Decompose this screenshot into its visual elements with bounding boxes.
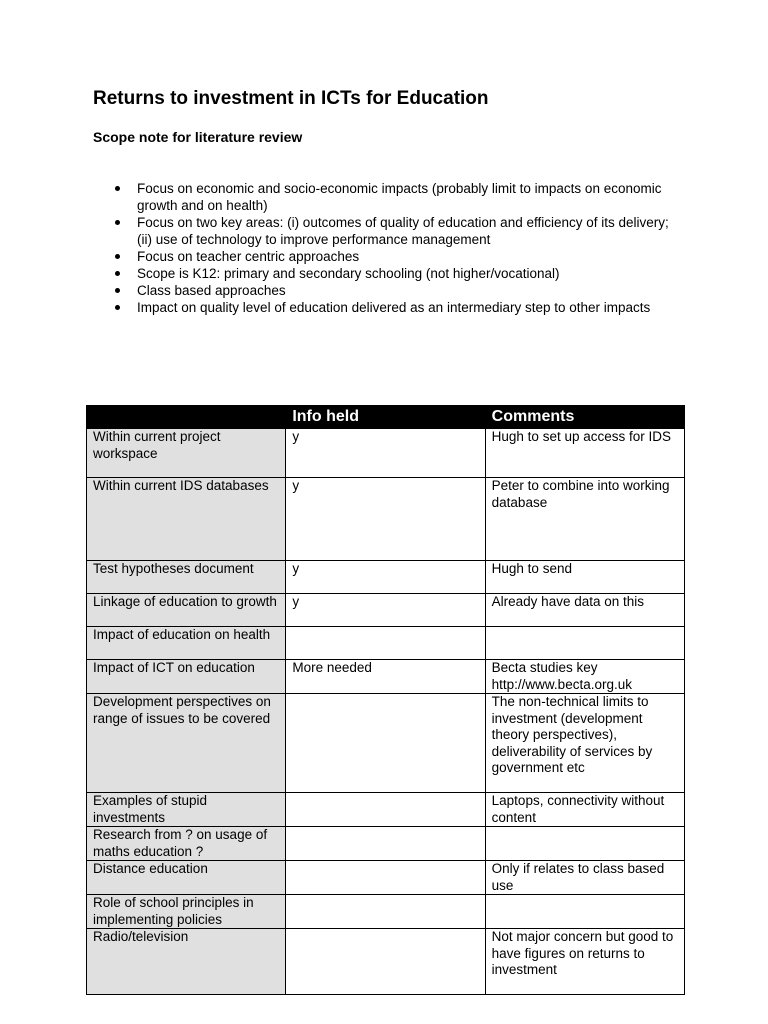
table-row [87, 861, 685, 895]
bullet-text: Focus on teacher centric approaches [137, 249, 360, 264]
row-topic: Test hypotheses document [87, 561, 286, 594]
row-comment [485, 895, 684, 929]
row-comment: Not major concern but good to have figures on returns to investment [485, 929, 684, 995]
bullet-text: Impact on quality level of education delivered as an intermediary step to other impacts [137, 300, 651, 315]
row-info [286, 827, 485, 861]
row-topic: Within current IDS databases [87, 478, 286, 561]
bullet-icon [115, 254, 120, 259]
bullet-text: Focus on economic and socio-economic impacts (probably limit to impacts on economic growth and on health) [137, 181, 662, 213]
row-topic: Within current project workspace [87, 429, 286, 478]
row-info: y [286, 478, 485, 561]
bullet-item [93, 282, 673, 299]
table-row [87, 627, 685, 660]
row-comment: Already have data on this [485, 594, 684, 627]
row-info [286, 861, 485, 895]
bullet-text: Class based approaches [137, 283, 286, 298]
table-row [87, 429, 685, 478]
bullet-item [93, 180, 673, 214]
table-row [87, 929, 685, 995]
row-comment: Hugh to set up access for IDS [485, 429, 684, 478]
row-info: y [286, 594, 485, 627]
header-info-held: Info held [286, 406, 485, 429]
row-topic: Impact of ICT on education [87, 660, 286, 694]
table-row [87, 561, 685, 594]
table-row [87, 895, 685, 929]
row-topic: Linkage of education to growth [87, 594, 286, 627]
table-row [87, 694, 685, 793]
bullet-item [93, 214, 673, 248]
row-info [286, 895, 485, 929]
row-topic: Impact of education on health [87, 627, 286, 660]
row-comment [485, 827, 684, 861]
row-info [286, 627, 485, 660]
bullet-icon [115, 220, 120, 225]
table-row [87, 478, 685, 561]
row-topic: Examples of stupid investments [87, 793, 286, 827]
bullet-item [93, 299, 673, 316]
header-comments: Comments [485, 406, 684, 429]
row-comment: Only if relates to class based use [485, 861, 684, 895]
row-comment: The non-technical limits to investment (development theory perspectives), deliverability of services by government etc [485, 694, 684, 793]
table-row [87, 793, 685, 827]
table-row [87, 594, 685, 627]
row-comment: Hugh to send [485, 561, 684, 594]
row-info: More needed [286, 660, 485, 694]
row-topic: Distance education [87, 861, 286, 895]
table-row [87, 660, 685, 694]
row-info [286, 929, 485, 995]
row-topic: Radio/television [87, 929, 286, 995]
table-header-row [87, 406, 685, 429]
row-info: y [286, 561, 485, 594]
bullet-text: Focus on two key areas: (i) outcomes of quality of education and efficiency of its delivery; (ii) use of technology to improve performance management [137, 215, 669, 247]
bullet-text: Scope is K12: primary and secondary schooling (not higher/vocational) [137, 266, 560, 281]
bullet-icon [115, 186, 120, 191]
header-topic [87, 406, 286, 429]
bullet-icon [115, 288, 120, 293]
row-topic: Research from ? on usage of maths education ? [87, 827, 286, 861]
row-info [286, 694, 485, 793]
scope-table [86, 405, 685, 995]
bullet-item [93, 248, 673, 265]
row-comment: Becta studies key http://www.becta.org.uk [485, 660, 684, 694]
row-info [286, 793, 485, 827]
bullet-icon [115, 271, 120, 276]
document-title: Returns to investment in ICTs for Education [93, 88, 489, 109]
bullet-icon [115, 305, 120, 310]
scope-bullet-list [93, 180, 673, 316]
row-comment: Peter to combine into working database [485, 478, 684, 561]
row-topic: Development perspectives on range of issues to be covered [87, 694, 286, 793]
bullet-item [93, 265, 673, 282]
row-info: y [286, 429, 485, 478]
row-comment: Laptops, connectivity without content [485, 793, 684, 827]
table-row [87, 827, 685, 861]
document-subtitle: Scope note for literature review [93, 129, 303, 145]
row-comment [485, 627, 684, 660]
row-topic: Role of school principles in implementing policies [87, 895, 286, 929]
